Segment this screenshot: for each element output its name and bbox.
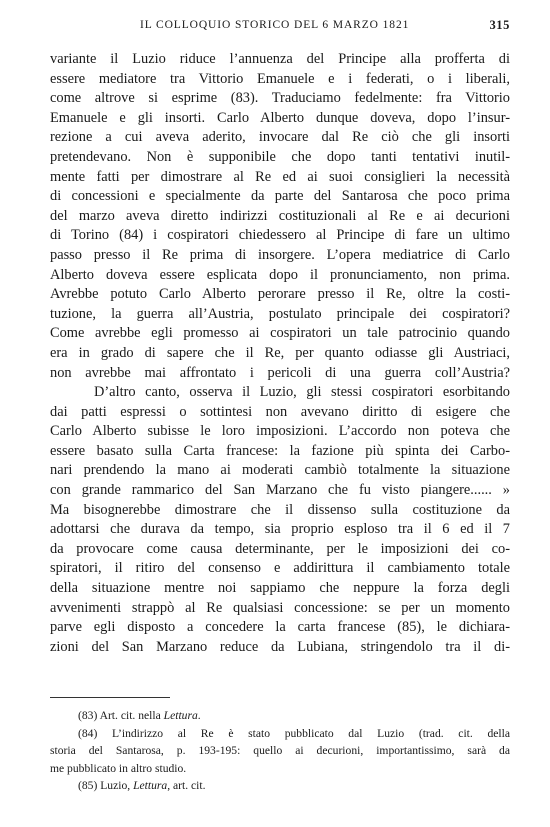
text-line: tuzione, la guerra all’Austria, postulato principale dei cospiratori? <box>50 305 510 322</box>
text-line: essere basato sulla Carta francese: la fazione più spinta dei Carbo- <box>50 442 510 459</box>
text-line: variante il Luzio riduce l’annuenza del Principe alla profferta di <box>50 51 510 67</box>
running-head <box>50 16 510 34</box>
text-line: come altrove si esprime (83). Traduciamo fedelmente: fra Vittorio <box>50 90 510 107</box>
footnote-84-line: me pubblicato in altro studio. <box>50 761 187 775</box>
paragraph-1 <box>50 50 510 383</box>
text-line: adottarsi che durava da tempo, sia proprio esploso tra il 6 ed il 7 <box>50 521 510 538</box>
footnote-83-italic: Lettura <box>163 709 198 722</box>
text-line: da provocare come causa determinante, per le imposizioni dei co- <box>50 540 510 557</box>
text-line: rezione a cui aveva aderito, invocare dal Re ciò che gli insorti <box>50 129 510 146</box>
text-line: pretendevano. Non è supponibile che dopo tanti tentativi inutil- <box>50 148 510 165</box>
text-line: di Torino (84) i cospiratori chiedessero al Principe di fare un ultimo <box>50 227 510 244</box>
text-line: mente fatti per dimostrare al Re ed ai suoi consiglieri la necessità <box>50 168 510 185</box>
page-number: 315 <box>489 18 510 32</box>
text-line: parve egli disposto a concedere la carta francese (85), le dichiara- <box>50 619 510 636</box>
footnote-85 <box>50 777 510 795</box>
text-line: Carlo Alberto subisse le loro imposizioni. L’accordo non poteva che <box>50 423 510 440</box>
main-text <box>50 50 510 657</box>
footnote-83 <box>50 707 510 725</box>
text-line: dai patti espressi o sottintesi non avevano diritto di esigere che <box>50 403 510 420</box>
paragraph-2 <box>50 383 510 657</box>
text-line: Alberto doveva essere esplicata dopo il pronunciamento, non prima. <box>50 266 510 283</box>
footnote-85-suffix: , art. cit. <box>167 779 206 793</box>
footnote-85-prefix: (85) Luzio, <box>78 779 134 793</box>
text-line: Emanuele e gli insorti. Carlo Alberto dunque doveva, dopo l’insur- <box>50 109 510 126</box>
footnote-83-prefix: (83) Art. cit. nella <box>78 709 164 722</box>
text-line: del marzo aveva diretto indirizzi costituzionali al Re e ai decurioni <box>50 207 510 224</box>
running-title: IL COLLOQUIO STORICO DEL 6 MARZO 1821 <box>140 19 410 31</box>
footnote-rule <box>50 697 170 698</box>
text-line: Avrebbe potuto Carlo Alberto perorare presso il Re, oltre la costi- <box>50 286 510 303</box>
footnote-84-line: storia del Santarosa, p. 193-195: quello ai decurioni, importantissimo, sarà da <box>50 744 510 758</box>
footnote-85-italic: Lettura <box>133 779 168 793</box>
text-line: Ma bisognerebbe dimostrare che il dissenso sulla costituzione da <box>50 501 510 518</box>
text-line: essere mediatore tra Vittorio Emanuele e i federati, o i liberali, <box>50 70 510 87</box>
text-line: con grande rammarico del San Marzano che fu visto piangere...... » <box>50 482 510 499</box>
text-line: zioni del San Marzano reduce da Lubiana, stringendolo tra il di- <box>50 638 510 655</box>
footnote-83-suffix: . <box>197 709 201 722</box>
text-line: passo presso il Re prima di insorgere. L’opera mediatrice di Carlo <box>50 246 510 263</box>
text-line: avvenimenti strappò al Re qualsiasi concessione: se per un momento <box>50 599 510 616</box>
text-line: della situazione mentre noi sappiamo che neppure la forza degli <box>50 580 510 597</box>
text-line: Come avrebbe egli promesso ai cospiratori un tale patrocinio quando <box>50 325 510 342</box>
text-line: di concessioni e specialmente da parte del Santarosa che poco prima <box>50 188 510 205</box>
text-line: spiratori, il ritiro del consenso e addirittura il cambiamento totale <box>50 560 510 577</box>
footnote-84-line: (84) L’indirizzo al Re è stato pubblicato dal Luzio (trad. cit. della <box>78 726 510 740</box>
text-line: D’altro canto, osserva il Luzio, gli stessi cospiratori esorbitando <box>94 384 510 401</box>
footnotes <box>50 707 510 795</box>
text-line: non avrebbe mai affrontato i pericoli di una guerra coll’Austria? <box>50 364 510 381</box>
text-line: era in grado di sapere che il Re, per quanto odiasse gli Austriaci, <box>50 344 510 361</box>
text-line: nari prendendo la mano ai moderati cambiò totalmente la situazione <box>50 462 510 479</box>
